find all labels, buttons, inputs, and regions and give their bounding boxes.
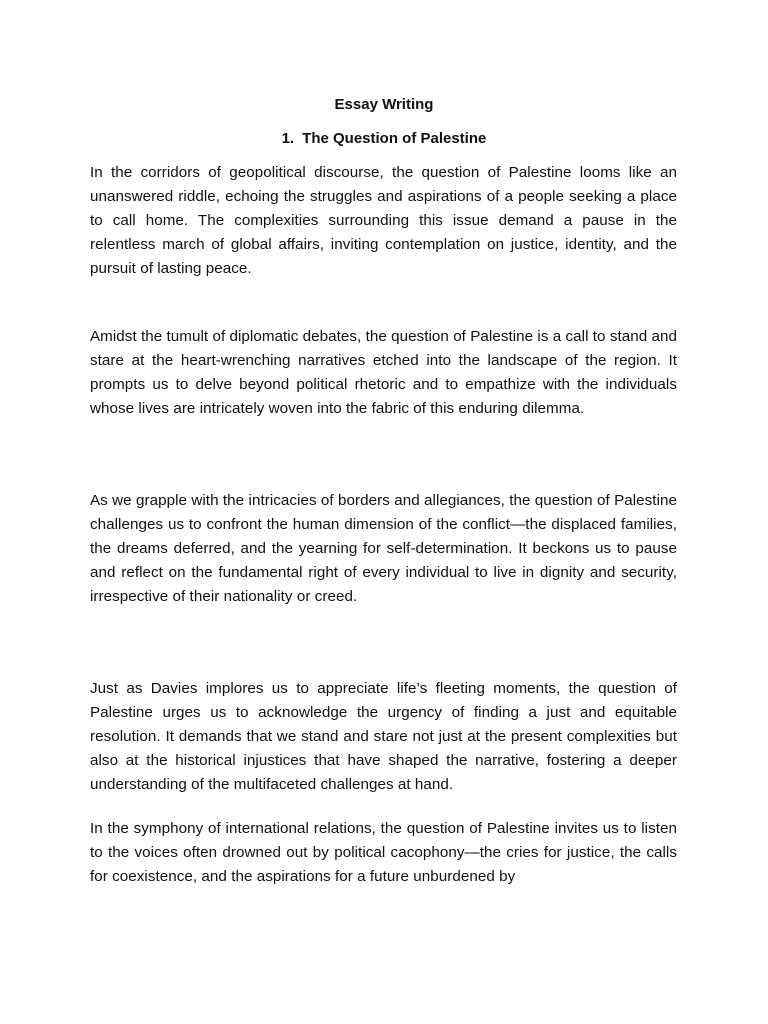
section-title: The Question of Palestine xyxy=(302,130,487,147)
paragraph: In the corridors of geopolitical discourse, the question of Palestine looms like an unanswered riddle, echoing the struggles and aspirations of a people seeking a place to call home. The complexities surrounding this issue demand a pause in the relentless march of global affairs, inviting contemplation on justice, identity, and the pursuit of lasting peace. xyxy=(90,164,677,277)
paragraph: As we grapple with the intricacies of borders and allegiances, the question of Palestine challenges us to confront the human dimension of the conflict—the displaced families, the dreams deferred, and the yearning for self-determination. It beckons us to pause and reflect on the fundamental right of every individual to live in dignity and security, irrespective of their nationality or creed. xyxy=(90,492,677,605)
paragraph: Amidst the tumult of diplomatic debates, the question of Palestine is a call to stand and stare at the heart-wrenching narratives etched into the landscape of the region. It prompts us to delve beyond political rhetoric and to empathize with the individuals whose lives are intricately woven into the fabric of this enduring dilemma. xyxy=(90,328,677,417)
section-number: 1. xyxy=(281,130,295,147)
paragraph: In the symphony of international relations, the question of Palestine invites us to listen to the voices often drowned out by political cacophony—the cries for justice, the calls for coexistence, and the aspirations for a future unburdened by xyxy=(90,820,677,885)
document-title: Essay Writing xyxy=(334,96,434,113)
paragraph: Just as Davies implores us to appreciate life’s fleeting moments, the question of Palestine urges us to acknowledge the urgency of finding a just and equitable resolution. It demands that we stand and stare not just at the present complexities but also at the historical injustices that have shaped the narrative, fostering a deeper understanding of the multifaceted challenges at hand. xyxy=(90,680,677,793)
section-heading xyxy=(0,129,768,149)
